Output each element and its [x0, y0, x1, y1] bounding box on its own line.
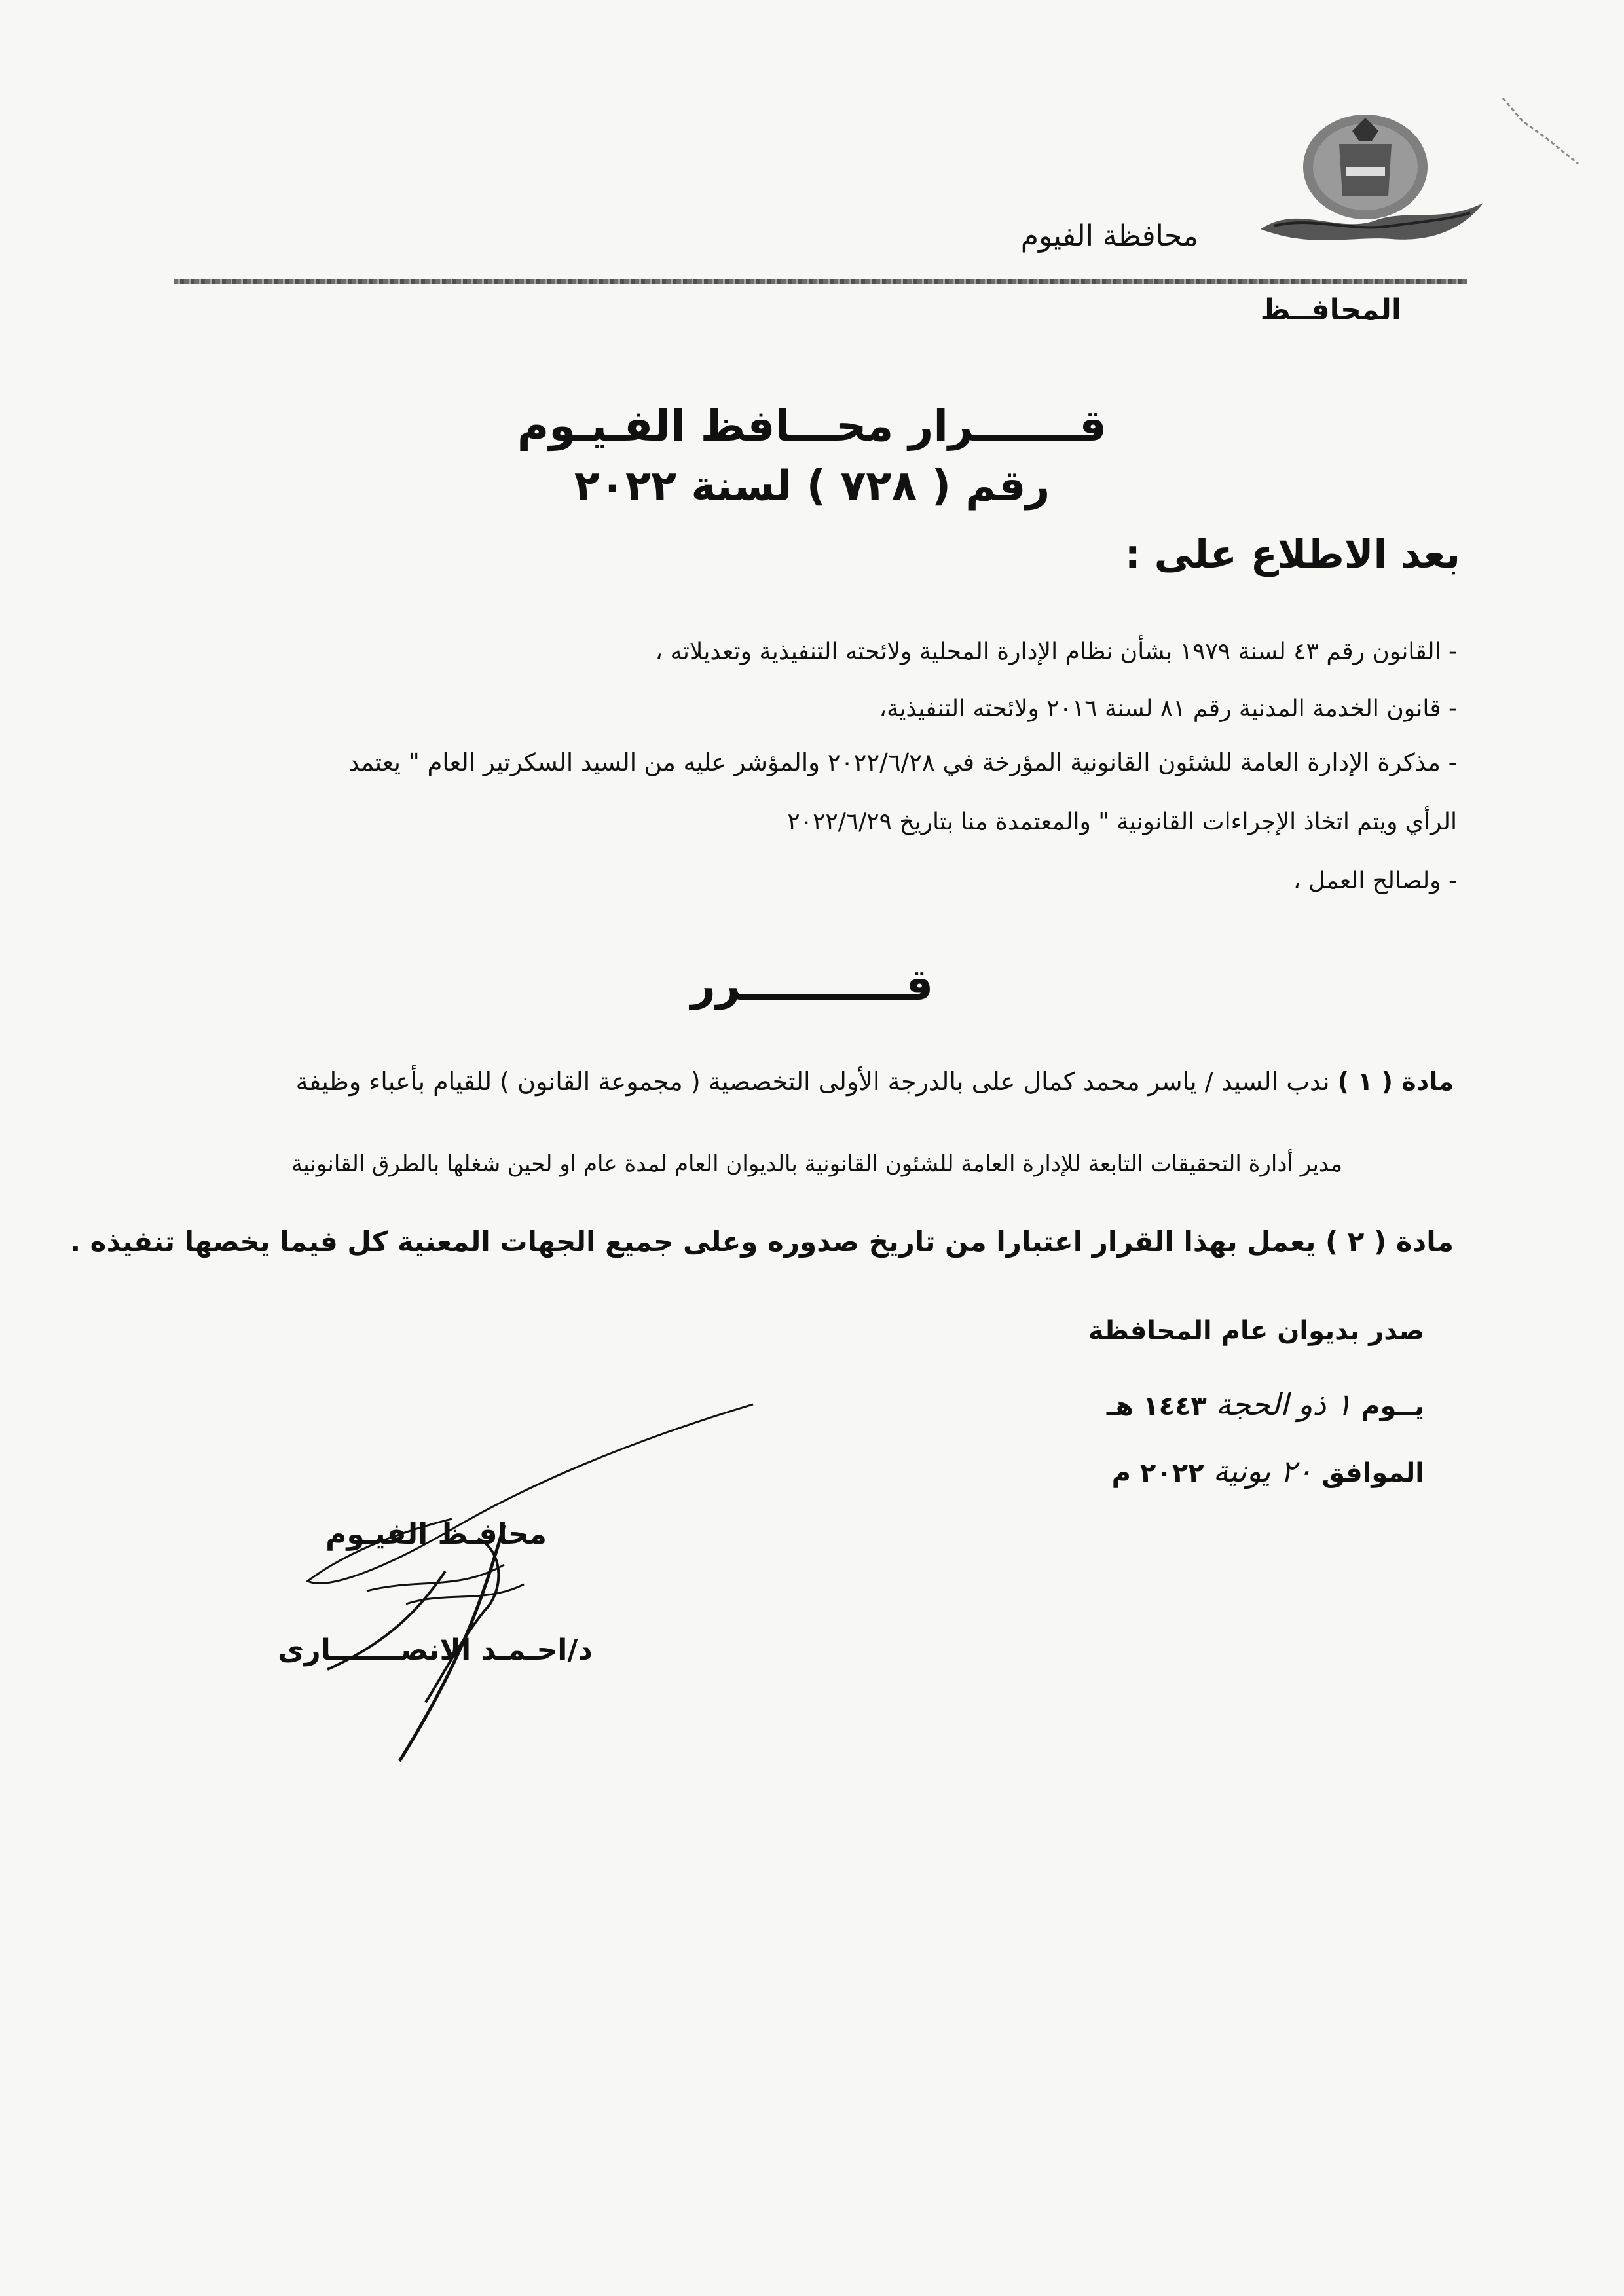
hijri-year: ١٤٤٣ هـ [1106, 1391, 1207, 1421]
article-1 [296, 1067, 1454, 1096]
article-1-label: مادة ( ١ ) [1337, 1067, 1454, 1096]
recital-local-admin-law: - القانون رقم ٤٣ لسنة ١٩٧٩ بشأن نظام الإدارة المحلية ولائحته التنفيذية وتعديلاته ، [655, 638, 1457, 665]
recital-legal-memo-continued: الرأي ويتم اتخاذ الإجراءات القانونية " والمعتمدة منا بتاريخ ٢٠٢٢/٦/٢٩ [787, 809, 1457, 835]
governorate-emblem [1261, 105, 1483, 255]
signatory-title: محافـظ الفيـوم [325, 1518, 547, 1551]
gregorian-label: الموافق [1321, 1458, 1424, 1488]
gregorian-year: ٢٠٢٢ م [1111, 1458, 1204, 1488]
issued-hijri-date [1107, 1387, 1424, 1422]
article-2: مادة ( ٢ ) يعمل بهذا القرار اعتبارا من تاريخ صدوره وعلى جميع الجهات المعنية كل فيما يخصها تنفيذه . [70, 1226, 1454, 1258]
governor-office-label: المحافــظ [1260, 293, 1401, 327]
handwritten-signature [288, 1394, 773, 1774]
recital-work-interest: - ولصالح العمل ، [1293, 867, 1457, 894]
header-divider [174, 279, 1467, 284]
gregorian-day-handwritten: ٢٠ يونية [1213, 1453, 1313, 1489]
recital-legal-memo: - مذكرة الإدارة العامة للشئون القانونية المؤرخة في ٢٠٢٢/٦/٢٨ والمؤشر عليه من السيد السكرتير العام " يعتمد [348, 748, 1457, 776]
issued-at: صدر بديوان عام المحافظة [1088, 1316, 1424, 1346]
hijri-day-label: يــوم [1361, 1391, 1424, 1421]
issued-gregorian-date [1112, 1453, 1424, 1489]
preamble-heading: بعد الاطلاع على : [1124, 532, 1460, 577]
article-1-text: ندب السيد / ياسر محمد كمال على بالدرجة الأولى التخصصية ( مجموعة القانون ) للقيام بأعباء وظيفة [295, 1067, 1330, 1096]
hijri-day-handwritten: ١ ذو الحجة [1215, 1387, 1352, 1422]
signatory-name: د/احـمـد الانصـــــــارى [278, 1633, 593, 1667]
decides-heading: قـــــــــــرر [690, 960, 934, 1010]
governorate-name: محافظة الفيوم [1020, 219, 1198, 253]
decree-title: قـــــــرار محـــافظ الفـيـوم [517, 401, 1107, 451]
article-1-continued: مدير أدارة التحقيقات التابعة للإدارة العامة للشئون القانونية بالديوان العام لمدة عام او لحين شغلها بالطرق القانونية [291, 1151, 1342, 1177]
decree-number: رقم ( ٧٢٨ ) لسنة ٢٠٢٢ [574, 462, 1050, 511]
corner-pen-mark [1500, 92, 1585, 170]
recital-civil-service-law: - قانون الخدمة المدنية رقم ٨١ لسنة ٢٠١٦ ولائحته التنفيذية، [879, 695, 1457, 722]
